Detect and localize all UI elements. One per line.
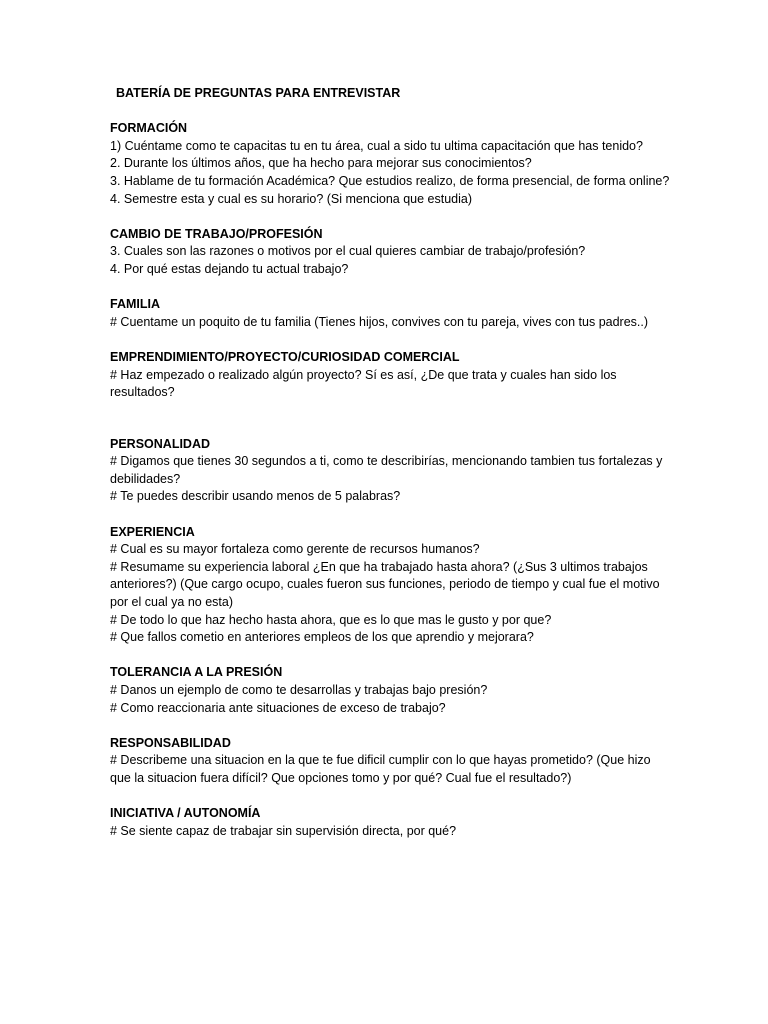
section-tolerancia	[110, 664, 670, 717]
question-line: # Te puedes describir usando menos de 5 palabras?	[110, 489, 401, 504]
question-line: # Cual es su mayor fortaleza como gerente de recursos humanos?	[110, 542, 480, 557]
question-line: 3. Hablame de tu formación Académica? Que estudios realizo, de forma presencial, de forma online?	[110, 173, 670, 188]
question-line: 4. Por qué estas dejando tu actual trabajo?	[110, 261, 349, 276]
section-experiencia	[110, 524, 670, 647]
section-emprendimiento	[110, 349, 670, 402]
question-line: # Haz empezado o realizado algún proyecto? Sí es así, ¿De que trata y cuales han sido los resultados?	[110, 367, 617, 400]
question-line: 4. Semestre esta y cual es su horario? (Si menciona que estudia)	[110, 191, 472, 206]
section-iniciativa	[110, 805, 670, 840]
section-formacion	[110, 120, 670, 208]
section-heading: EXPERIENCIA	[110, 524, 195, 539]
question-line: # Danos un ejemplo de como te desarrollas y trabajas bajo presión?	[110, 683, 488, 697]
section-responsabilidad	[110, 735, 670, 788]
question-line: # Cuentame un poquito de tu familia (Tienes hijos, convives con tu pareja, vives con tus padres..)	[110, 314, 649, 329]
section-heading: FAMILIA	[110, 297, 160, 312]
section-heading: FORMACIÓN	[110, 121, 188, 136]
document-title: BATERÍA DE PREGUNTAS PARA ENTREVISTAR	[116, 86, 401, 100]
section-familia	[110, 296, 670, 331]
question-line: # Digamos que tienes 30 segundos a ti, como te describirías, mencionando tambien tus fortalezas y debilidades?	[110, 454, 663, 486]
question-line: 3. Cuales son las razones o motivos por el cual quieres cambiar de trabajo/profesión?	[110, 244, 586, 259]
question-line: # Describeme una situacion en la que te fue dificil cumplir con lo que hayas prometido? (Que hizo que la situacion fuera difícil? Que opciones tomo y por qué? Cual fue el resultado?)	[110, 753, 651, 785]
question-line: # Resumame su experiencia laboral ¿En que ha trabajado hasta ahora? (¿Sus 3 ultimos trabajos anteriores?) (Que cargo ocupo, cuales fueron sus funciones, periodo de tiempo y cual fue el motivo por el cual ya no esta)	[110, 559, 660, 610]
section-heading: EMPRENDIMIENTO/PROYECTO/CURIOSIDAD COMERCIAL	[110, 349, 460, 364]
question-line: # Como reaccionaria ante situaciones de exceso de trabajo?	[110, 700, 446, 715]
section-heading: PERSONALIDAD	[110, 436, 211, 451]
question-line: 2. Durante los últimos años, que ha hecho para mejorar sus conocimientos?	[110, 156, 532, 171]
document-page	[110, 85, 670, 858]
question-line: # Se siente capaz de trabajar sin supervisión directa, por qué?	[110, 823, 457, 838]
section-heading: INICIATIVA / AUTONOMÍA	[110, 806, 261, 821]
question-line: # De todo lo que haz hecho hasta ahora, que es lo que mas le gusto y por que?	[110, 612, 552, 627]
question-line: # Que fallos cometio en anteriores empleos de los que aprendio y mejorara?	[110, 630, 534, 645]
section-heading: TOLERANCIA A LA PRESIÓN	[110, 665, 283, 680]
section-personalidad	[110, 436, 670, 506]
section-heading: RESPONSABILIDAD	[110, 735, 231, 750]
section-cambio-de-trabajo	[110, 226, 670, 279]
question-line: 1) Cuéntame como te capacitas tu en tu área, cual a sido tu ultima capacitación que has tenido?	[110, 138, 643, 153]
section-heading: CAMBIO DE TRABAJO/PROFESIÓN	[110, 226, 323, 241]
